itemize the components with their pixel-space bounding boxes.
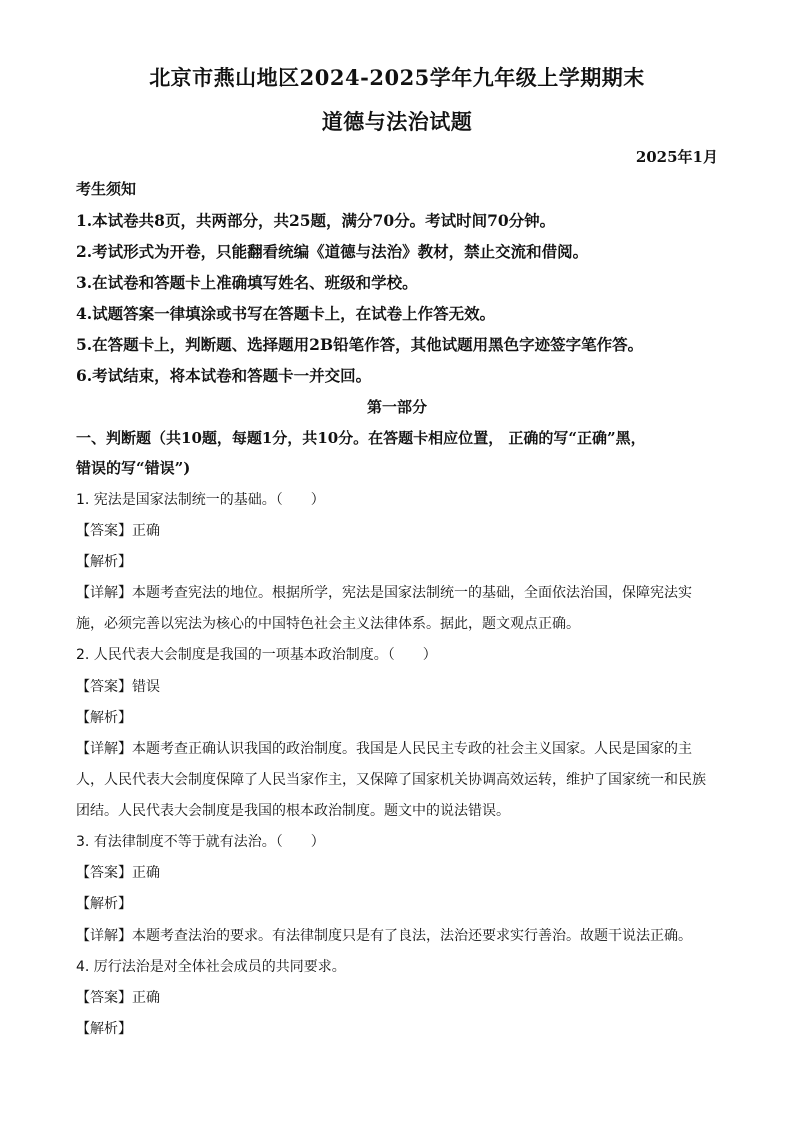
detail-2: 【详解】本题考查正确认识我国的政治制度。我国是人民民主专政的社会主义国家。人民是国家的主 [76, 741, 692, 757]
question-2: 2. 人民代表大会制度是我国的一项基本政治制度。（ ） [76, 647, 437, 663]
detail-1: 【详解】本题考查宪法的地位。根据所学，宪法是国家法制统一的基础，全面依法治国，保障宪法实 [76, 585, 692, 601]
exam-title: 北京市燕山地区2024-2025学年九年级上学期期末 [149, 65, 645, 90]
exam-subject: 道德与法治试题 [321, 109, 473, 134]
answer-1: 【答案】正确 [76, 523, 160, 539]
notice-item: 3.在试卷和答题卡上准确填写姓名、班级和学校。 [76, 273, 418, 292]
analysis-label-1: 【解析】 [76, 554, 132, 570]
answer-4: 【答案】正确 [76, 990, 160, 1006]
notice-item: 1.本试卷共8页，共两部分，共25题，满分70分。考试时间70分钟。 [76, 211, 556, 230]
section-instructions: 一、判断题（共10题，每题1分，共10分。在答题卡相应位置， 正确的写“正确”黑， [76, 429, 646, 447]
exam-date: 2025年1月 [635, 148, 718, 166]
detail-2: 人，人民代表大会制度保障了人民当家作主，又保障了国家机关协调高效运转，维护了国家统一和民族 [76, 772, 706, 788]
notice-item: 5.在答题卡上，判断题、选择题用2B铅笔作答，其他试题用黑色字迹签字笔作答。 [76, 335, 644, 354]
analysis-label-2: 【解析】 [76, 710, 132, 726]
question-1: 1. 宪法是国家法制统一的基础。（ ） [76, 492, 325, 508]
notice-item: 6.考试结束，将本试卷和答题卡一并交回。 [76, 366, 372, 385]
section-instructions-cont: 错误的写“错误”) [76, 459, 191, 477]
analysis-label-3: 【解析】 [76, 896, 132, 912]
answer-2: 【答案】错误 [76, 679, 160, 695]
analysis-label-4: 【解析】 [76, 1021, 132, 1037]
notice-item: 2.考试形式为开卷，只能翻看统编《道德与法治》教材，禁止交流和借阅。 [76, 242, 589, 261]
answer-3: 【答案】正确 [76, 865, 160, 881]
part-title: 第一部分 [366, 398, 427, 416]
question-4: 4. 厉行法治是对全体社会成员的共同要求。 [76, 959, 346, 975]
detail-1: 施，必须完善以宪法为核心的中国特色社会主义法律体系。据此，题文观点正确。 [76, 616, 580, 632]
detail-3: 【详解】本题考查法治的要求。有法律制度只是有了良法，法治还要求实行善治。故题干说法正确。 [76, 928, 692, 944]
notice-heading: 考生须知 [76, 180, 137, 198]
question-3: 3. 有法律制度不等于就有法治。（ ） [76, 834, 325, 850]
detail-2: 团结。人民代表大会制度是我国的根本政治制度。题文中的说法错误。 [76, 803, 510, 819]
notice-item: 4.试题答案一律填涂或书写在答题卡上，在试卷上作答无效。 [76, 304, 496, 323]
